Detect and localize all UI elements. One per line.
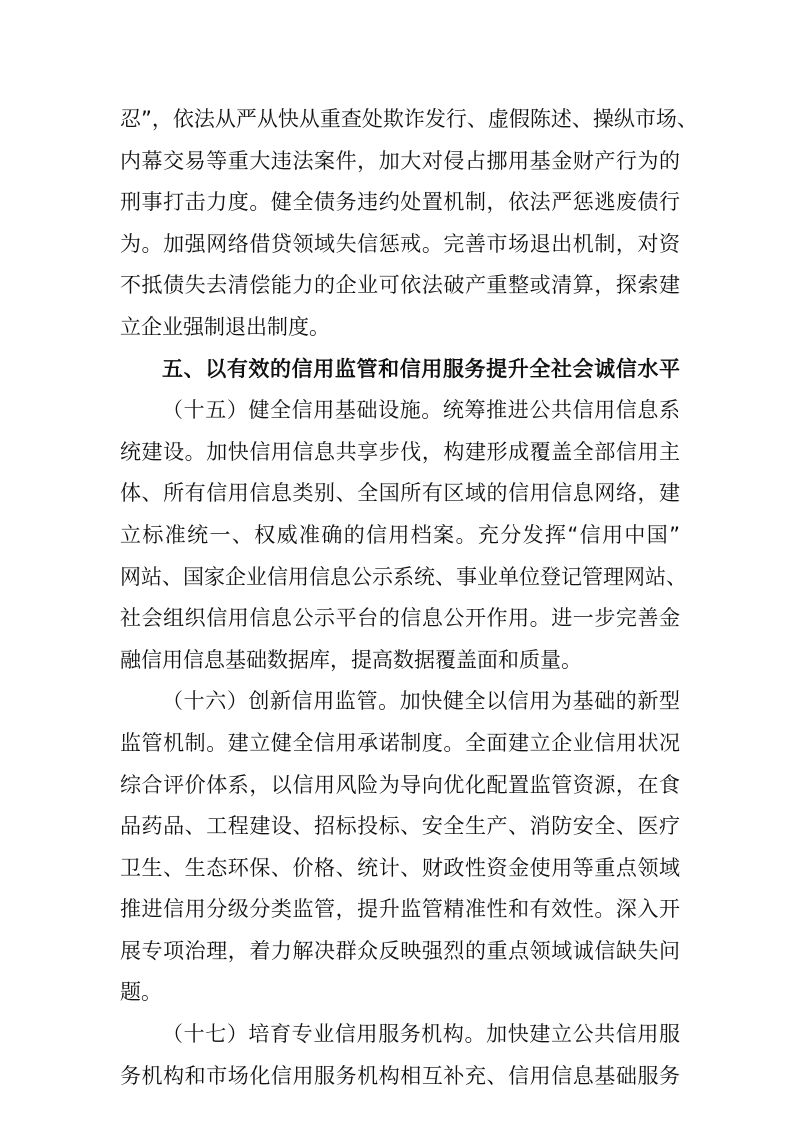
text-line: 忍”，依法从严从快从重查处欺诈发行、虚假陈述、操纵市场、 bbox=[120, 107, 698, 131]
text-line: 立标准统一、权威准确的信用档案。充分发挥“信用中国” bbox=[120, 522, 680, 547]
text-line: 务机构和市场化信用服务机构相互补充、信用信息基础服务 bbox=[120, 1063, 680, 1088]
text-line: （十五）健全信用基础设施。统筹推进公共信用信息系 bbox=[162, 398, 680, 423]
paragraph bbox=[120, 390, 687, 681]
text-line: （十七）培育专业信用服务机构。加快建立公共信用服 bbox=[162, 1022, 680, 1047]
text-line: 不抵债失去清偿能力的企业可依法破产重整或清算，探索建 bbox=[120, 273, 680, 298]
paragraph bbox=[120, 681, 680, 1014]
text-line: 立企业强制退出制度。 bbox=[120, 314, 330, 339]
text-line: （十六）创新信用监管。加快健全以信用为基础的新型 bbox=[162, 689, 680, 714]
section-heading: 五、以有效的信用监管和信用服务提升全社会诚信水平 bbox=[162, 356, 680, 381]
text-line: 融信用信息基础数据库，提高数据覆盖面和质量。 bbox=[120, 647, 582, 672]
text-line: 内幕交易等重大违法案件，加大对侵占挪用基金财产行为的 bbox=[120, 148, 680, 173]
text-line: 综合评价体系，以信用风险为导向优化配置监管资源，在食 bbox=[120, 772, 680, 797]
text-line: 体、所有信用信息类别、全国所有区域的信用信息网络，建 bbox=[120, 481, 680, 506]
text-line: 刑事打击力度。健全债务违约处置机制，依法严惩逃废债行 bbox=[120, 190, 680, 215]
text-line: 社会组织信用信息公示平台的信息公开作用。进一步完善金 bbox=[120, 606, 680, 631]
text-line: 监管机制。建立健全信用承诺制度。全面建立企业信用状况 bbox=[120, 730, 680, 755]
document-page bbox=[120, 99, 698, 1097]
paragraph bbox=[120, 99, 698, 349]
text-line: 网站、国家企业信用信息公示系统、事业单位登记管理网站、 bbox=[120, 564, 687, 589]
paragraph bbox=[120, 1014, 680, 1097]
text-line: 为。加强网络借贷领域失信惩戒。完善市场退出机制，对资 bbox=[120, 231, 680, 256]
text-line: 推进信用分级分类监管，提升监管精准性和有效性。深入开 bbox=[120, 897, 680, 922]
text-line: 品药品、工程建设、招标投标、安全生产、消防安全、医疗 bbox=[120, 814, 680, 839]
text-line: 题。 bbox=[120, 980, 162, 1005]
text-line: 展专项治理，着力解决群众反映强烈的重点领域诚信缺失问 bbox=[120, 938, 680, 963]
text-line: 统建设。加快信用信息共享步伐，构建形成覆盖全部信用主 bbox=[120, 439, 680, 464]
text-line: 卫生、生态环保、价格、统计、财政性资金使用等重点领域 bbox=[120, 855, 680, 880]
